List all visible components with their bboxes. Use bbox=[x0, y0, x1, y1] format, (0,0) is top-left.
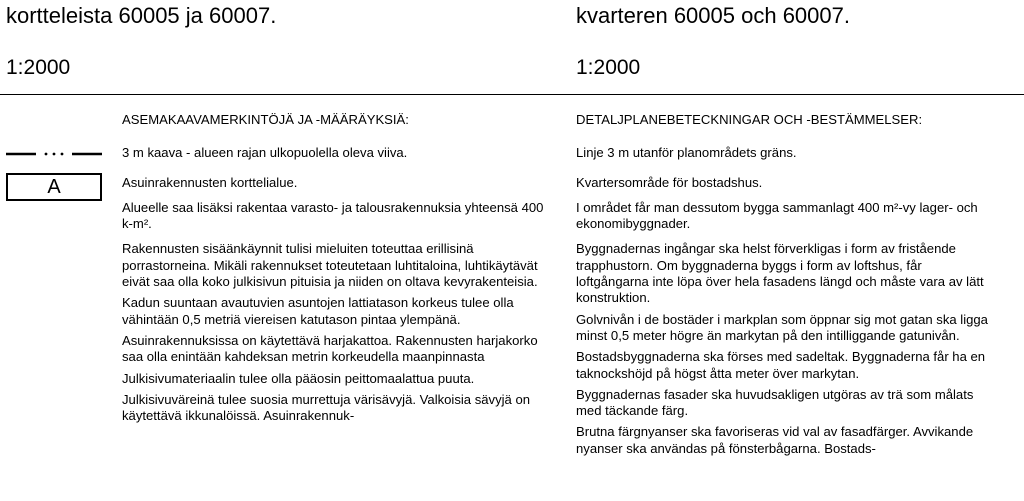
swedish-column bbox=[576, 112, 994, 457]
finnish-line-description: 3 m kaava - alueen rajan ulkopuolella oleva viiva. bbox=[122, 145, 408, 161]
swedish-line-description: Linje 3 m utanför planområdets gräns. bbox=[576, 145, 797, 161]
residential-block-symbol bbox=[6, 173, 102, 201]
swedish-paragraph: Byggnadernas fasader ska huvudsakligen utgöras av trä som målats med täckande färg. bbox=[576, 386, 974, 419]
left-heading: kortteleista 60005 ja 60007. bbox=[6, 3, 277, 28]
swedish-paragraph: Brutna färgnyanser ska favoriseras vid val av fasadfärger. Avvikande nyanser ska användas på fönsterbågarna. Bostads- bbox=[576, 424, 974, 456]
finnish-paragraph: Alueelle saa lisäksi rakentaa varasto- ja talousrakennuksia yhteensä 400 k-m². bbox=[122, 199, 544, 232]
finnish-column bbox=[122, 112, 550, 424]
swedish-paragraph: Bostadsbyggnaderna ska förses med sadeltak. Byggnaderna får ha en taknockshöjd på högst åtta meter över markytan. bbox=[576, 349, 986, 381]
finnish-paragraph: Kadun suuntaan avautuvien asuntojen lattiatason korkeus tulee olla vähintään 0,5 metriä viereisen katutason pintaa ylempänä. bbox=[122, 295, 514, 327]
right-scale: 1:2000 bbox=[576, 56, 641, 79]
finnish-paragraph: Julkisivumateriaalin tulee olla pääosin peittomaalattua puuta. bbox=[122, 370, 475, 386]
right-heading: kvarteren 60005 och 60007. bbox=[576, 3, 850, 28]
swedish-title: DETALJPLANEBETECKNINGAR OCH -BESTÄMMELSER: bbox=[576, 112, 923, 127]
swedish-paragraph: Golvnivån i de bostäder i markplan som öppnar sig mot gatan ska ligga minst 0,5 meter högre än markytan på den intilliggande gatunivån. bbox=[576, 311, 988, 343]
swedish-paragraph: Byggnadernas ingångar ska helst förverkligas i form av fristående trapphustorn. Om byggnaderna byggs i form av loftshus, får loftgångarna inte löpa över hela fasadens längd och måste vara av lätt konstruktion. bbox=[576, 241, 984, 306]
section-divider bbox=[0, 94, 1024, 95]
swedish-area-description: Kvartersområde för bostadshus. bbox=[576, 174, 763, 190]
finnish-paragraph: Julkisivuväreinä tulee suosia murrettuja värisävyjä. Valkoisia sävyjä on käytettävä ikkunalöissä. Asuinrakennuk- bbox=[122, 391, 531, 424]
finnish-title: ASEMAKAAVAMERKINTÖJÄ JA -MÄÄRÄYKSIÄ: bbox=[122, 112, 409, 127]
residential-block-symbol-label: A bbox=[47, 176, 61, 198]
finnish-paragraph: Asuinrakennuksissa on käytettävä harjakattoa. Rakennusten harjakorko saa olla enintään kahdeksan metrin korkeudella maanpinnasta bbox=[122, 332, 538, 365]
plan-boundary-line-symbol bbox=[6, 148, 102, 160]
finnish-paragraph: Rakennusten sisäänkäynnit tulisi mieluiten toteuttaa erillisinä porrastorneina. Mikäli rakennukset toteutetaan luhtitaloina, luhtikäytävät eivät saa olla koko julkisivun pituisia ja niiden on oltava kevyrakenteisia. bbox=[122, 241, 538, 290]
finnish-area-description: Asuinrakennusten korttelialue. bbox=[122, 174, 298, 190]
swedish-paragraph: I området får man dessutom bygga sammanlagt 400 m²-vy lager- och ekonomibyggnader. bbox=[576, 199, 978, 232]
left-scale: 1:2000 bbox=[6, 56, 71, 79]
